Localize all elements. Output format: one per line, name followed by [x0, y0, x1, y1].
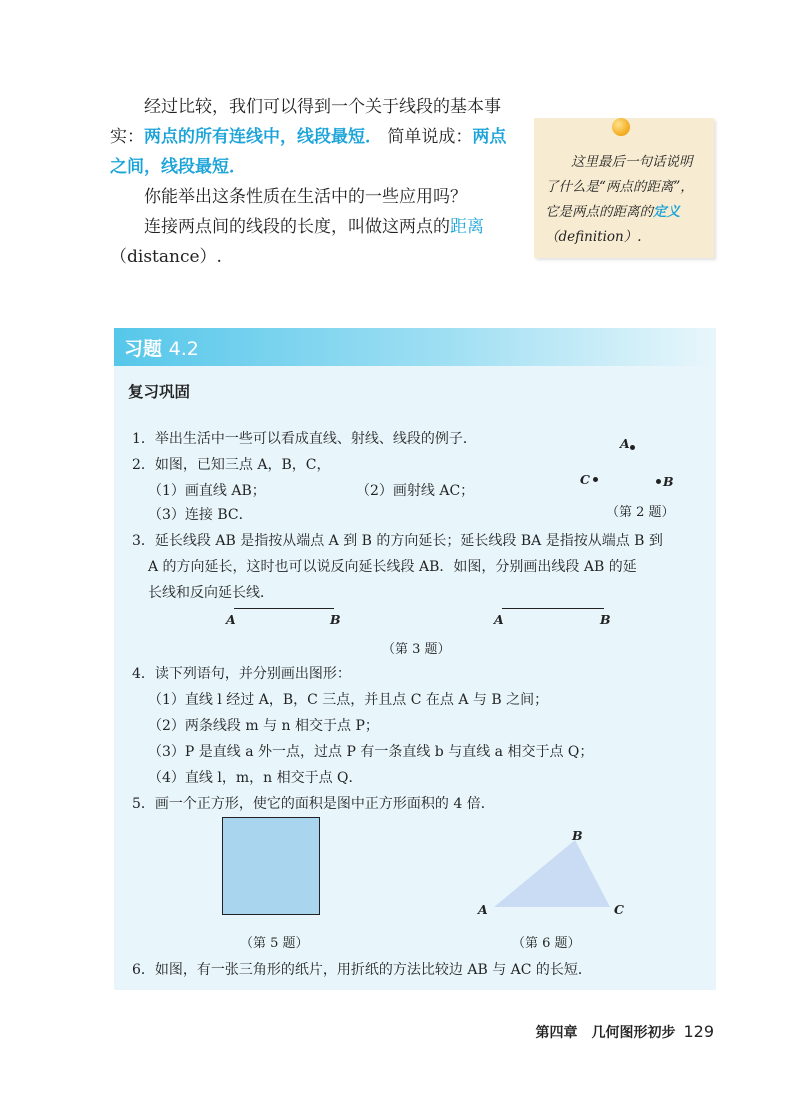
chapter-title: 第四章 几何图形初步	[535, 1025, 676, 1041]
point-a-dot	[630, 445, 635, 450]
square-figure	[222, 817, 320, 915]
exercise-1: 1．举出生活中一些可以看成直线、射线、线段的例子．	[132, 431, 477, 447]
triangle-shape	[494, 840, 610, 907]
exercise-4: 4．读下列语句，并分别画出图形：	[132, 666, 351, 682]
pin-icon	[612, 118, 630, 136]
exercise-title: 习题 4.2	[124, 338, 199, 360]
segment-ab-right	[502, 608, 604, 609]
exercise-4-part-3: （3）P 是直线 a 外一点，过点 P 有一条直线 b 与直线 a 相交于点 Q；	[148, 744, 594, 760]
section-title: 复习巩固	[128, 383, 191, 401]
fig3-right-label-a: A	[494, 612, 504, 627]
exercise-2: 2．如图，已知三点 A，B，C，	[132, 457, 331, 473]
exercise-3-line-3: 长线和反向延长线．	[148, 585, 274, 601]
point-c-dot	[593, 477, 598, 482]
fig5-caption: （第 5 题）	[240, 936, 309, 951]
exercise-3-line-1: 3．延长线段 AB 是指按从端点 A 到 B 的方向延长；延长线段 BA 是指按从端点 B 到	[132, 533, 663, 549]
exercise-4-part-2: （2）两条线段 m 与 n 相交于点 P；	[148, 718, 379, 734]
fig3-right-label-b: B	[600, 612, 611, 627]
exercise-header-bar	[114, 328, 716, 366]
page-number: 129	[683, 1022, 714, 1041]
fig3-left-label-b: B	[330, 612, 341, 627]
paragraph-question: 你能举出这条性质在生活中的一些应用吗？	[144, 187, 467, 207]
page-footer	[535, 1022, 714, 1042]
exercise-4-part-1: （1）直线 l 经过 A，B，C 三点，并且点 C 在点 A 与 B 之间；	[148, 692, 549, 708]
exercise-2-part-2: （2）画射线 AC；	[356, 483, 475, 499]
fig3-left-label-a: A	[226, 612, 236, 627]
exercise-5: 5．画一个正方形，使它的面积是图中正方形面积的 4 倍．	[132, 796, 495, 812]
exercise-4-part-4: （4）直线 l，m，n 相交于点 Q．	[148, 770, 363, 786]
highlight-fact: 两点的所有连线中，线段最短．	[144, 127, 382, 147]
fig6-label-b: B	[572, 828, 583, 843]
term-distance: 距离	[450, 217, 484, 237]
fig2-label-c: C	[580, 472, 590, 487]
fig6-label-c: C	[614, 902, 624, 917]
side-note-text: 这里最后一句话说明了什么是“两点的距离”，它是两点的距离的定义（definition）.	[545, 154, 694, 245]
exercise-3-line-2: A 的方向延长，这时也可以说反向延长线段 AB．如图，分别画出线段 AB 的延	[148, 559, 637, 575]
fig6-label-a: A	[478, 902, 488, 917]
fig2-caption: （第 2 题）	[606, 505, 675, 520]
fig3-caption: （第 3 题）	[382, 642, 451, 657]
fig2-label-b: B	[663, 474, 674, 489]
point-b-dot	[656, 479, 661, 484]
intro-text	[110, 92, 510, 272]
exercise-2-part-1: （1）画直线 AB；	[148, 483, 266, 499]
fig2-label-a: A	[620, 436, 630, 451]
term-definition: 定义	[653, 204, 680, 220]
paragraph-distance: 连接两点间的线段的长度，叫做这两点的距离（distance）.	[110, 217, 484, 267]
highlight-short: 两点之间，线段最短．	[110, 127, 507, 177]
exercise-6: 6．如图，有一张三角形的纸片，用折纸的方法比较边 AB 与 AC 的长短．	[132, 962, 592, 978]
fig6-caption: （第 6 题）	[512, 936, 581, 951]
segment-ab-left	[234, 608, 334, 609]
exercise-2-part-3: （3）连接 BC．	[148, 507, 253, 523]
paragraph-basic-fact: 经过比较，我们可以得到一个关于线段的基本事实：两点的所有连线中，线段最短． 简单说成：两点之间，线段最短．	[110, 97, 507, 177]
